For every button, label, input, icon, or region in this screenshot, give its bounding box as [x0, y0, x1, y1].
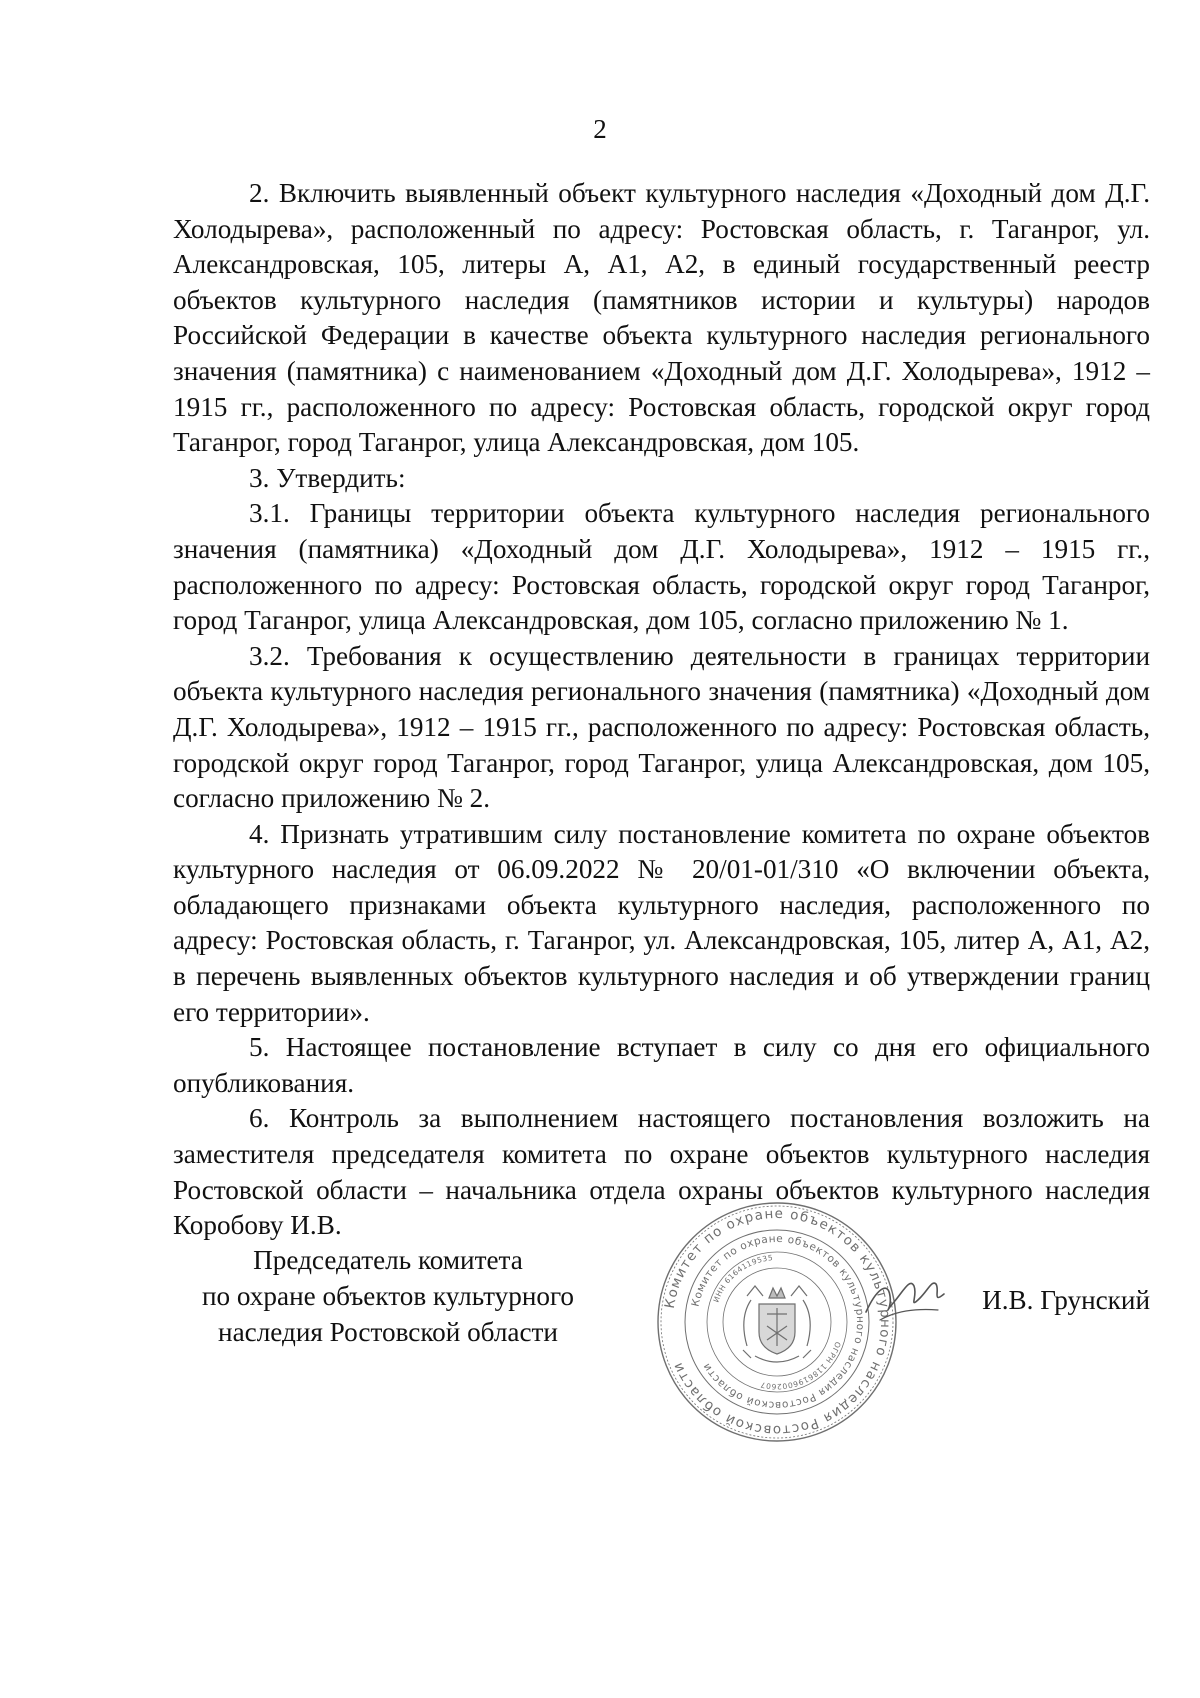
paragraph-4: 4. Признать утратившим силу постановление комитета по охране объектов культурного наследия от 06.09.2022 № 20/01-01/310 «О включении объекта, обладающего признаками объекта культурного наследия, расположенного по адресу: Ростовская область, г. Таганрог, ул. Александровская, 105, литер А, А1, А2, в перечень выявленных объектов культурного наследия и об утверждении границ его территории».: [173, 818, 1150, 1027]
paragraph-3: 3. Утвердить:: [249, 462, 406, 493]
paragraph-3-1: 3.1. Границы территории объекта культурного наследия регионального значения (памятника) «Доходный дом Д.Г. Холодырева», 1912 – 1915 гг., расположенного по адресу: Ростовская область, городской округ город Таганрог, город Таганрог, улица Александровская, дом 105, согласно приложению № 1.: [173, 498, 1150, 636]
document-body: [173, 176, 1150, 1244]
handwritten-signature: [860, 1250, 950, 1340]
signatory-title-line-1: Председатель комитета: [253, 1245, 523, 1275]
seal-inner-text: Комитет по охране объектов культурного наследия Ростовской области: [689, 1232, 867, 1412]
signatory-title: [178, 1242, 598, 1350]
paragraph-6: 6. Контроль за выполнением настоящего постановления возложить на заместителя председателя комитета по охране объектов культурного наследия Ростовской области – начальника отдела охраны объектов культурного наследия Коробову И.В.: [173, 1103, 1150, 1241]
seal-inn-text: ИНН 6164119535: [711, 1253, 774, 1304]
signatory-title-line-3: наследия Ростовской области: [218, 1317, 558, 1347]
seal-outer-text: Комитет по охране объектов культурного наследия Ростовской области: [661, 1205, 894, 1439]
signatory-title-line-2: по охране объектов культурного: [201, 1281, 575, 1311]
paragraph-2: 2. Включить выявленный объект культурного наследия «Доходный дом Д.Г. Холодырева», расположенный по адресу: Ростовская область, г. Таганрог, ул. Александровская, 105, литеры А, А1, А2, в единый государственный реестр объектов культурного наследия (памятников истории и культуры) народов Российской Федерации в качестве объекта культурного наследия регионального значения (памятника) с наименованием «Доходный дом Д.Г. Холодырева», 1912 – 1915 гг., расположенного по адресу: Ростовская область, городской округ город Таганрог, город Таганрог, улица Александровская, дом 105.: [173, 178, 1150, 458]
coat-of-arms-icon: [743, 1286, 811, 1362]
paragraph-5: 5. Настоящее постановление вступает в силу со дня его официального опубликования.: [173, 1032, 1150, 1098]
seal-ogrn-text: ОГРН 1186196002607: [759, 1340, 843, 1392]
signer-name: И.В. Грунский: [982, 1285, 1150, 1315]
page-number: 2: [593, 114, 607, 144]
paragraph-3-2: 3.2. Требования к осуществлению деятельности в границах территории объекта культурного наследия регионального значения (памятника) «Доходный дом Д.Г. Холодырева», 1912 – 1915 гг., расположенного по адресу: Ростовская область, городской округ город Таганрог, город Таганрог, улица Александровская, дом 105, согласно приложению № 2.: [173, 640, 1150, 814]
